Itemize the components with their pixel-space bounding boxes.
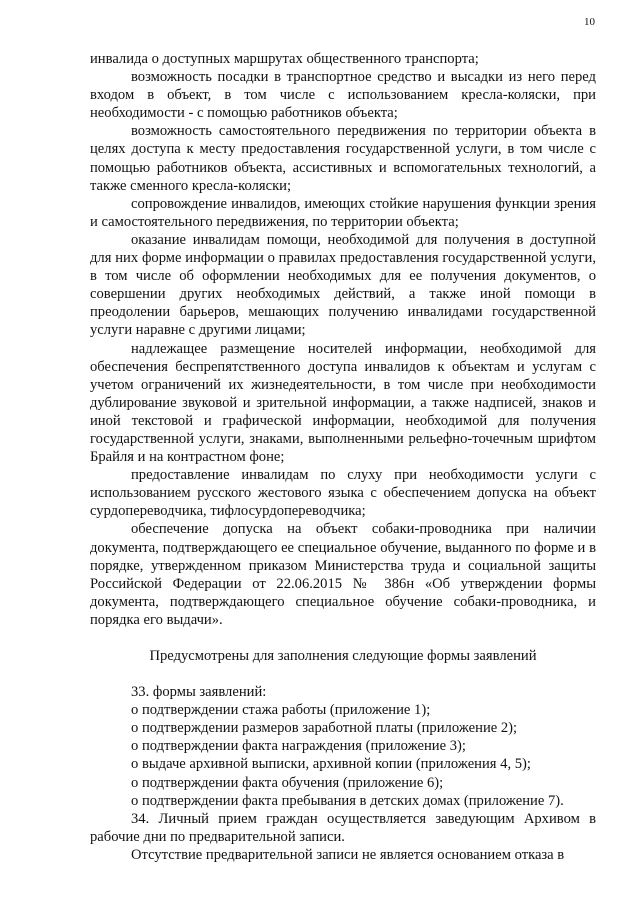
paragraph-6: предоставление инвалидам по слуху при необходимости услуги с использованием русского жестового языка с обеспечением допуска на объект сурдопереводчика, тифлосурдопереводчика; bbox=[90, 467, 596, 520]
document-body bbox=[90, 50, 596, 864]
paragraph-5: надлежащее размещение носителей информации, необходимой для обеспечения беспрепятственного доступа инвалидов к объектам и услугам с учетом ограничений их жизнедеятельности, в том числе при необходимости дублирование звуковой и зрительной информации, а также надписей, знаков и иной текстовой и графической информации, необходимой для получения государственной услуги, знаками, выполненными рельефно-точечным шрифтом Брайля и на контрастном фоне; bbox=[90, 340, 596, 466]
list-item: о подтверждении факта пребывания в детских домах (приложение 7). bbox=[131, 792, 564, 809]
list-item: о подтверждении факта обучения (приложение 6); bbox=[131, 774, 444, 791]
paragraph-34: 34. Личный прием граждан осуществляется заведующим Архивом в рабочие дни по предварительной записи. bbox=[90, 810, 596, 845]
forms-list bbox=[90, 701, 596, 810]
list-item: о подтверждении факта награждения (приложение 3); bbox=[131, 738, 466, 755]
page-number: 10 bbox=[584, 16, 595, 28]
paragraph-1: возможность посадки в транспортное средство и высадки из него перед входом в объект, в том числе с использованием кресла-коляски, при необходимости - с помощью работников объекта; bbox=[90, 69, 596, 122]
item-33-title: 33. формы заявлений: bbox=[131, 684, 267, 701]
list-item: о выдаче архивной выписки, архивной копии (приложения 4, 5); bbox=[131, 756, 531, 773]
paragraph-3: сопровождение инвалидов, имеющих стойкие нарушения функции зрения и самостоятельного передвижения, по территории объекта; bbox=[90, 195, 596, 230]
list-item: о подтверждении размеров заработной платы (приложение 2); bbox=[131, 720, 518, 737]
paragraph-2: возможность самостоятельного передвижения по территории объекта в целях доступа к месту предоставления государственной услуги, в том числе с помощью работников объекта, ассистивных и вспомогательных технологий, а также сменного кресла-коляски; bbox=[90, 123, 596, 194]
paragraph-7: обеспечение допуска на объект собаки-проводника при наличии документа, подтверждающего ее специальное обучение, выданного по форме и в порядке, утвержденном приказом Министерства труда и социальной защиты Российской Федерации от 22.06.2015 № 386н «Об утверждении формы документа, подтверждающего специальное обучение собаки-проводника, и порядка его выдачи». bbox=[90, 521, 596, 628]
spacer bbox=[90, 665, 596, 683]
paragraph-4: оказание инвалидам помощи, необходимой для получения в доступной для них форме информации о правилах предоставления государственной услуги, в том числе об оформлении необходимых для ее получения документов, о совершении других необходимых действий, а также иной помощи в преодолении барьеров, мешающих получению инвалидами государственной услуги наравне с другими лицами; bbox=[90, 231, 596, 339]
paragraph-0: инвалида о доступных маршрутах общественного транспорта; bbox=[90, 51, 479, 67]
paragraph-35: Отсутствие предварительной записи не является основанием отказа в bbox=[131, 846, 565, 863]
section-heading: Предусмотрены для заполнения следующие формы заявлений bbox=[149, 648, 537, 664]
spacer bbox=[90, 629, 596, 647]
list-item: о подтверждении стажа работы (приложение 1); bbox=[131, 702, 431, 719]
